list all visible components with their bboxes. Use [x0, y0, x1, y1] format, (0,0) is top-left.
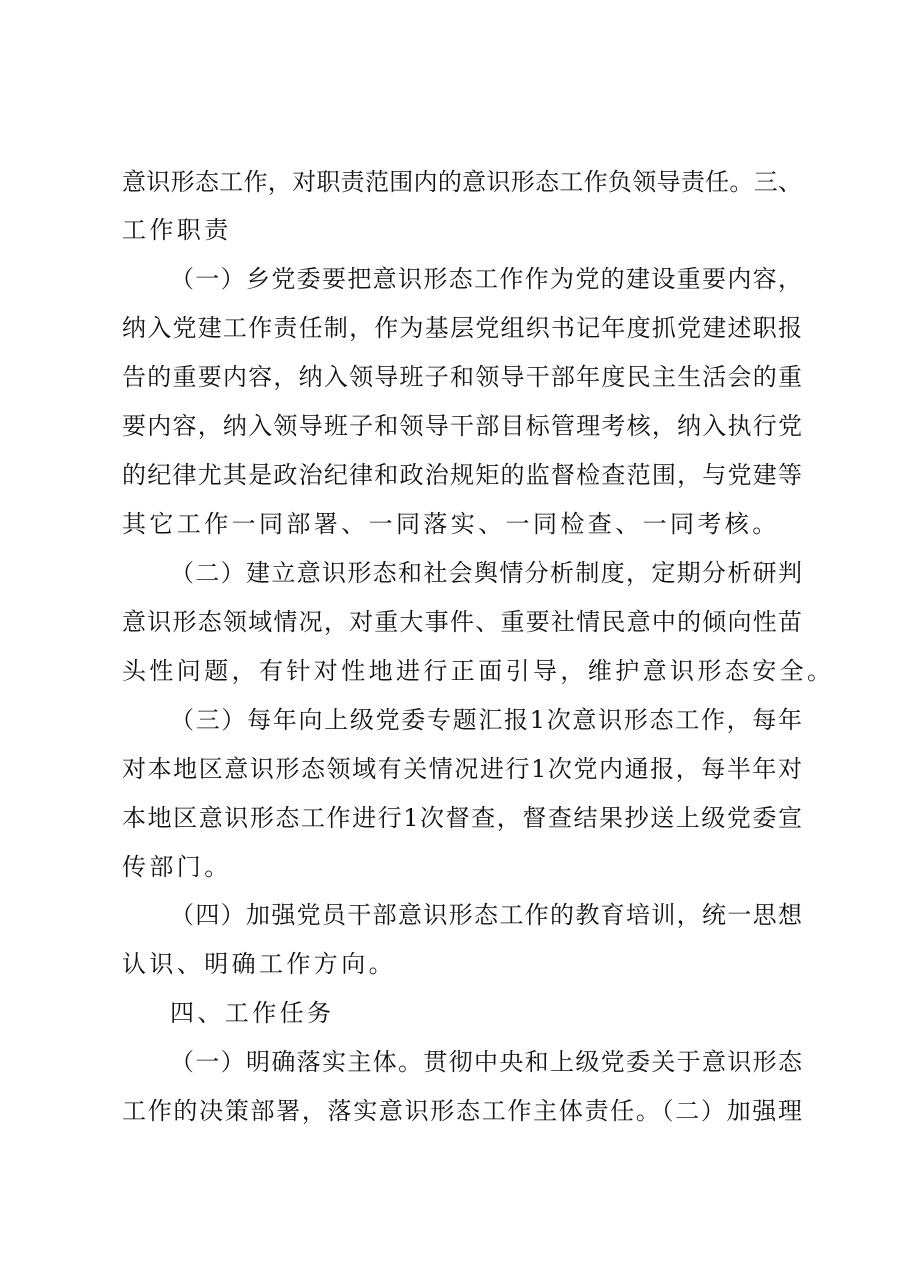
text-line: 头性问题，有针对性地进行正面引导，维护意识形态安全。	[122, 657, 835, 685]
text-line: （二）建立意识形态和社会舆情分析制度，定期分析研判	[170, 559, 802, 587]
text-line: （四）加强党员干部意识形态工作的教育培训，统一思想	[170, 901, 802, 929]
text-line: （一）明确落实主体。贯彻中央和上级党委关于意识形态	[170, 1048, 802, 1076]
text-line: 的纪律尤其是政治纪律和政治规矩的监督检查范围，与党建等	[122, 461, 802, 489]
text-line: 其它工作一同部署、一同落实、一同检查、一同考核。	[122, 510, 780, 538]
text-line: 本地区意识形态工作进行1次督查，督查结果抄送上级党委宣	[122, 804, 802, 832]
section-heading: 四、工作任务	[170, 999, 335, 1027]
text-line: 告的重要内容，纳入领导班子和领导干部年度民主生活会的重	[122, 363, 802, 391]
text-line: 对本地区意识形态领域有关情况进行1次党内通报，每半年对	[122, 755, 802, 783]
text-line: 工作的决策部署，落实意识形态工作主体责任。（二）加强理	[122, 1097, 802, 1125]
text-line: （三）每年向上级党委专题汇报1次意识形态工作，每年	[170, 706, 802, 734]
text-line: （一）乡党委要把意识形态工作作为党的建设重要内容，	[170, 265, 802, 293]
text-line: 纳入党建工作责任制，作为基层党组织书记年度抓党建述职报	[122, 314, 802, 342]
text-line: 意识形态工作，对职责范围内的意识形态工作负领导责任。三、	[122, 168, 802, 196]
text-line: 意识形态领域情况，对重大事件、重要社情民意中的倾向性苗	[122, 608, 802, 636]
text-line: 要内容，纳入领导班子和领导干部目标管理考核，纳入执行党	[122, 412, 802, 440]
section-heading: 工作职责	[122, 216, 232, 244]
text-line: 传部门。	[122, 853, 232, 881]
text-line: 认识、明确工作方向。	[122, 950, 396, 978]
